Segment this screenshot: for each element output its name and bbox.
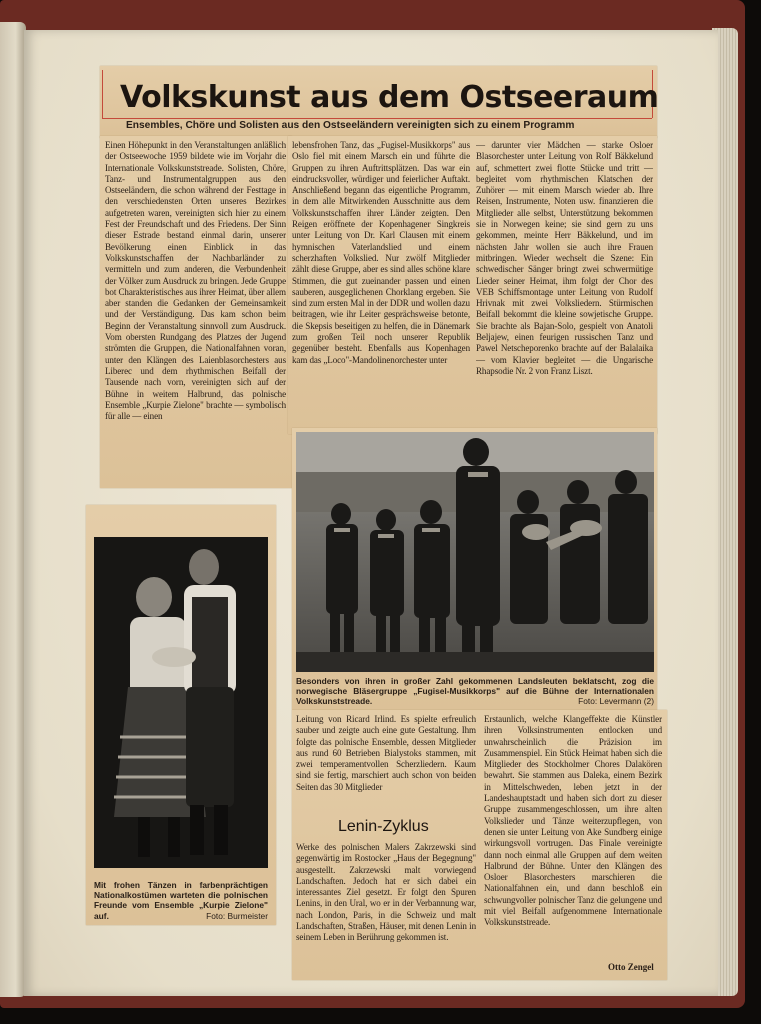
dance-photo-image (94, 537, 268, 868)
band-photo (296, 432, 654, 672)
article-subtitle: Ensembles, Chöre und Solisten aus den Ostseeländern vereinigten sich zu einem Programm (126, 120, 575, 131)
lenin-body: Werke des polnischen Malers Zakrzewski sind gegenwärtig im Rostocker „Haus der Begegnung" ausgestellt. Zakrzewski malt vorwiegend Landschaften. Jedoch hat er sich dabei ein interessantes Ziel gesetzt. Er folgt den Spuren Lenins, in den Ural, wo er in der Verbannung war, nach London, Paris, in die Schweiz und malt Landschaften, Straßen, Häuser, mit denen Lenin in seinem Leben in Berührung gekommen ist. (296, 842, 476, 943)
article-author: Otto Zengel (608, 962, 654, 972)
title-rule (102, 118, 652, 119)
article-title: Volkskunst aus dem Ostseeraum (120, 80, 659, 115)
dance-photo-caption (94, 880, 268, 920)
article-column-3: — darunter vier Mädchen — starke Osloer Blasorchester unter Leitung von Rolf Bäkkelund auf, schmettert zwei flotte Stücke und tritt — begleitet vom rhythmischen Klatschen der Zuhörer — mit einem Marsch wieder ab. Ihre Reisen, Instrumente, Noten usw. finanzieren die Mitglieder alle selbst, Unterstützung bekommen sie in Norwegen keine; sie sind gern zu uns gekommen, meinte Herr Bäkkelund, und im nächsten Jahr wollen sie auch ihre Frauen mitbringen. Wieder wechselt die Szene: Ein schwedischer Sänger bringt zwei schwermütige Lieder seiner Heimat, ihm folgt der Chor des VEB Schiffsmontage unter Leitung von Rudolf Hrivnak mit zwei Volksliedern. Stürmischen Beifall bekommt die kleine sowjetische Gruppe. Sie brachte als Bajan-Solo, gespielt von Anatoli Beljajew, einen feurigen russischen Tanz und Pawel Netscheporenko brachte auf der Balalaika — vom Klavier begleitet — die Ungarische Rhapsodie Nr. 2 von Franz Liszt. (476, 140, 653, 376)
title-rule-left (102, 70, 103, 118)
dance-photo-caption-text: Mit frohen Tänzen in farbenprächtigen Nationalkostümen warteten die polnischen Freunde vom Ensemble „Kurpie Zielone" auf. (94, 880, 268, 921)
left-page-edge (0, 22, 26, 997)
band-photo-image (296, 432, 654, 672)
article-column-2: lebensfrohen Tanz, das „Fugisel-Musikkorps" aus Oslo fiel mit einem Marsch ein und führte die Gruppen zu ihren Auftrittsplätzen. Das war ein eindrucksvoller, würdiger und feierlicher Auftakt. Anschließend begann das eigentliche Programm, in dem alle Mitwirkenden Ausschnitte aus dem Volkskunstschaffen ihrer Länder zeigten. Den Reigen eröffnete der Kopenhagener Singkreis unter Leitung von Dr. Karl Clausen mit einem hymnischen Vaterlandslied und einem scherzhaften Volkslied. Nur zwölf Mitglieder zählt diese Gruppe, aber es sind alles schöne klare Stimmen, die gut zueinander passen und einen sauberen, ausgeglichenen Chorklang ergeben. Sie sind zum ersten Mal in der DDR und wollen dazu beitragen, wie ihr Leiter gesprächsweise betonte, die Skepsis beseitigen zu helfen, die in Dänemark zum großen Teil noch unserer Republik gegenüber besteht. Ebenfalls aus Kopenhagen kam das „Loco"-Mandolinenorchester unter (292, 140, 470, 365)
dance-photo (94, 537, 268, 868)
article-column-5: Erstaunlich, welche Klangeffekte die Künstler ihren Volksinstrumenten entlocken und unwahrscheinlich die Präzision im Zusammenspiel. Ein Stück Heimat haben sich die Mitglieder des Stockholmer Chores Dalakören bewahrt. Sie stammen aus Daleka, einem Bezirk in Mittelschweden, leben jetzt in der Landeshauptstadt und haben sich dort zu dieser Gruppe zusammengeschlossen, um ihre alten Volkslieder und Tänze weiterzupflegen, von denen sie unter Leitung von Ake Sundberg einige wirkungsvoll vortrugen. Das Finale vereinigte dann noch einmal alle Gruppen auf dem weiten Halbrund der Bühne. Unter den Klängen des Osloer Blasorchesters marschieren die Nationalfahnen ein, und dann beschloß ein schwungvoller polnischer Tanz die gelungene und mit viel Beifall aufgenommene Internationale Volkskunststreade. (484, 714, 662, 928)
dance-photo-credit: Foto: Burmeister (206, 910, 268, 921)
band-photo-caption (296, 676, 654, 710)
lenin-heading: Lenin-Zyklus (338, 818, 429, 835)
article-column-1: Einen Höhepunkt in den Veranstaltungen anläßlich der Ostseewoche 1959 bildete wie im Vorjahr die Internationale Volkskunststreade. Solisten, Chöre, Tanz- und Instrumentalgruppen aus den Ostseeländern, die schon während der Festtage in den verschiedensten Orten unseres Bezirkes aufgetreten waren, vereinigten sich hier zu einem Fest der Freundschaft und des Friedens. Der Sinn dieser Estrade bestand einmal darin, unserer Bevölkerung einen Einblick in das Volkskunstschaffen der Nachbarländer zu vermitteln und zum anderen, die Verbundenheit der Völker zum Ausdruck zu bringen. Jede Gruppe bot Charakteristisches aus ihrer Heimat, über allem aber standen die Gedanken der Gemeinsamkeit und der Verständigung. Das kam schon beim Beginn der Veranstaltung sinnvoll zum Ausdruck. Vom obersten Rundgang des Platzes der Jugend strömten die Gruppen, die Nationalfahnen voran, unter den Klängen des Laienblasorchesters aus Liberec und dem rhythmischen Beifall der Tausende nach vorn, vereinigten sich auf der Bühne in weitem Halbrund, das polnische Ensemble „Kurpie Zielone" brachte — symbolisch für alle — einen (105, 140, 286, 422)
band-photo-caption-text: Besonders von ihren in großer Zahl gekommenen Landsleuten beklatscht, zog die norwegische Bläsergruppe „Fugisel-Musikkorps" auf die Bühne der Internationalen Volkskunststreade. (296, 676, 654, 707)
band-photo-credit: Foto: Levermann (2) (578, 696, 654, 707)
article-column-4: Leitung von Ricard Irlind. Es spielte erfreulich sauber und zeigte auch eine gute Gestaltung. Ihm folgte das polnische Ensemble, dessen Mitglieder aus rund 60 Betrieben Bialystoks stammen, mit zwei temperamentvollen Scherzliedern. Kaum sind sie fertig, marschiert auch schon von beiden Seiten das 30 Mitglieder (296, 714, 476, 792)
